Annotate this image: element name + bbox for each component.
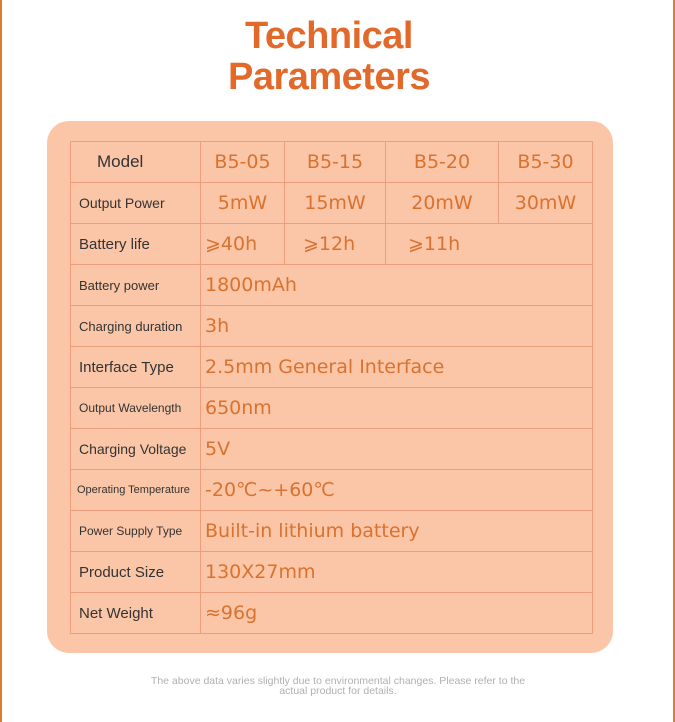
output-power-b5-30: 30mW	[499, 183, 593, 224]
product-size-value: 130X27mm	[201, 552, 593, 593]
output-power-b5-05: 5mW	[201, 183, 285, 224]
net-weight-label: Net Weight	[71, 593, 201, 634]
output-power-b5-15: 15mW	[285, 183, 386, 224]
table-row	[71, 388, 593, 429]
output-power-b5-20: 20mW	[386, 183, 499, 224]
disclaimer-line-1: The above data varies slightly due to environmental changes. Please refer to the	[150, 675, 526, 687]
interface-type-label: Interface Type	[71, 347, 201, 388]
disclaimer-line-2: actual product for details.	[279, 685, 397, 697]
spec-table	[70, 141, 593, 634]
left-edge-border	[0, 0, 2, 722]
table-row	[71, 347, 593, 388]
title-line-2: Parameters	[227, 56, 431, 98]
charging-voltage-value: 5V	[201, 429, 593, 470]
power-supply-type-value: Built-in lithium battery	[201, 511, 593, 552]
charging-voltage-label: Charging Voltage	[71, 429, 201, 470]
product-size-label: Product Size	[71, 552, 201, 593]
output-power-label: Output Power	[71, 183, 201, 224]
battery-power-label: Battery power	[71, 265, 201, 306]
operating-temperature-value: -20℃~+60℃	[201, 470, 593, 511]
table-row	[71, 552, 593, 593]
title-line-1: Technical	[245, 15, 413, 57]
table-row	[71, 142, 593, 183]
output-wavelength-label: Output Wavelength	[71, 388, 201, 429]
model-label: Model	[71, 142, 201, 183]
table-row	[71, 265, 593, 306]
table-row	[71, 429, 593, 470]
charging-duration-value: 3h	[201, 306, 593, 347]
table-row	[71, 511, 593, 552]
battery-life-b5-05: ⩾40h	[201, 224, 285, 265]
battery-power-value: 1800mAh	[201, 265, 593, 306]
battery-life-b5-20: ⩾11h	[386, 224, 593, 265]
charging-duration-label: Charging duration	[71, 306, 201, 347]
power-supply-type-label: Power Supply Type	[71, 511, 201, 552]
table-row	[71, 224, 593, 265]
page-title	[0, 16, 658, 98]
table-row	[71, 306, 593, 347]
model-b5-15: B5-15	[285, 142, 386, 183]
table-row	[71, 183, 593, 224]
model-b5-30: B5-30	[499, 142, 593, 183]
output-wavelength-value: 650nm	[201, 388, 593, 429]
model-b5-05: B5-05	[201, 142, 285, 183]
battery-life-b5-15: ⩾12h	[285, 224, 386, 265]
disclaimer-note	[120, 676, 556, 696]
operating-temperature-label: Operating Temperature	[71, 470, 201, 511]
table-row	[71, 470, 593, 511]
table-row	[71, 593, 593, 634]
net-weight-value: ≈96g	[201, 593, 593, 634]
interface-type-value: 2.5mm General Interface	[201, 347, 593, 388]
model-b5-20: B5-20	[386, 142, 499, 183]
battery-life-label: Battery life	[71, 224, 201, 265]
